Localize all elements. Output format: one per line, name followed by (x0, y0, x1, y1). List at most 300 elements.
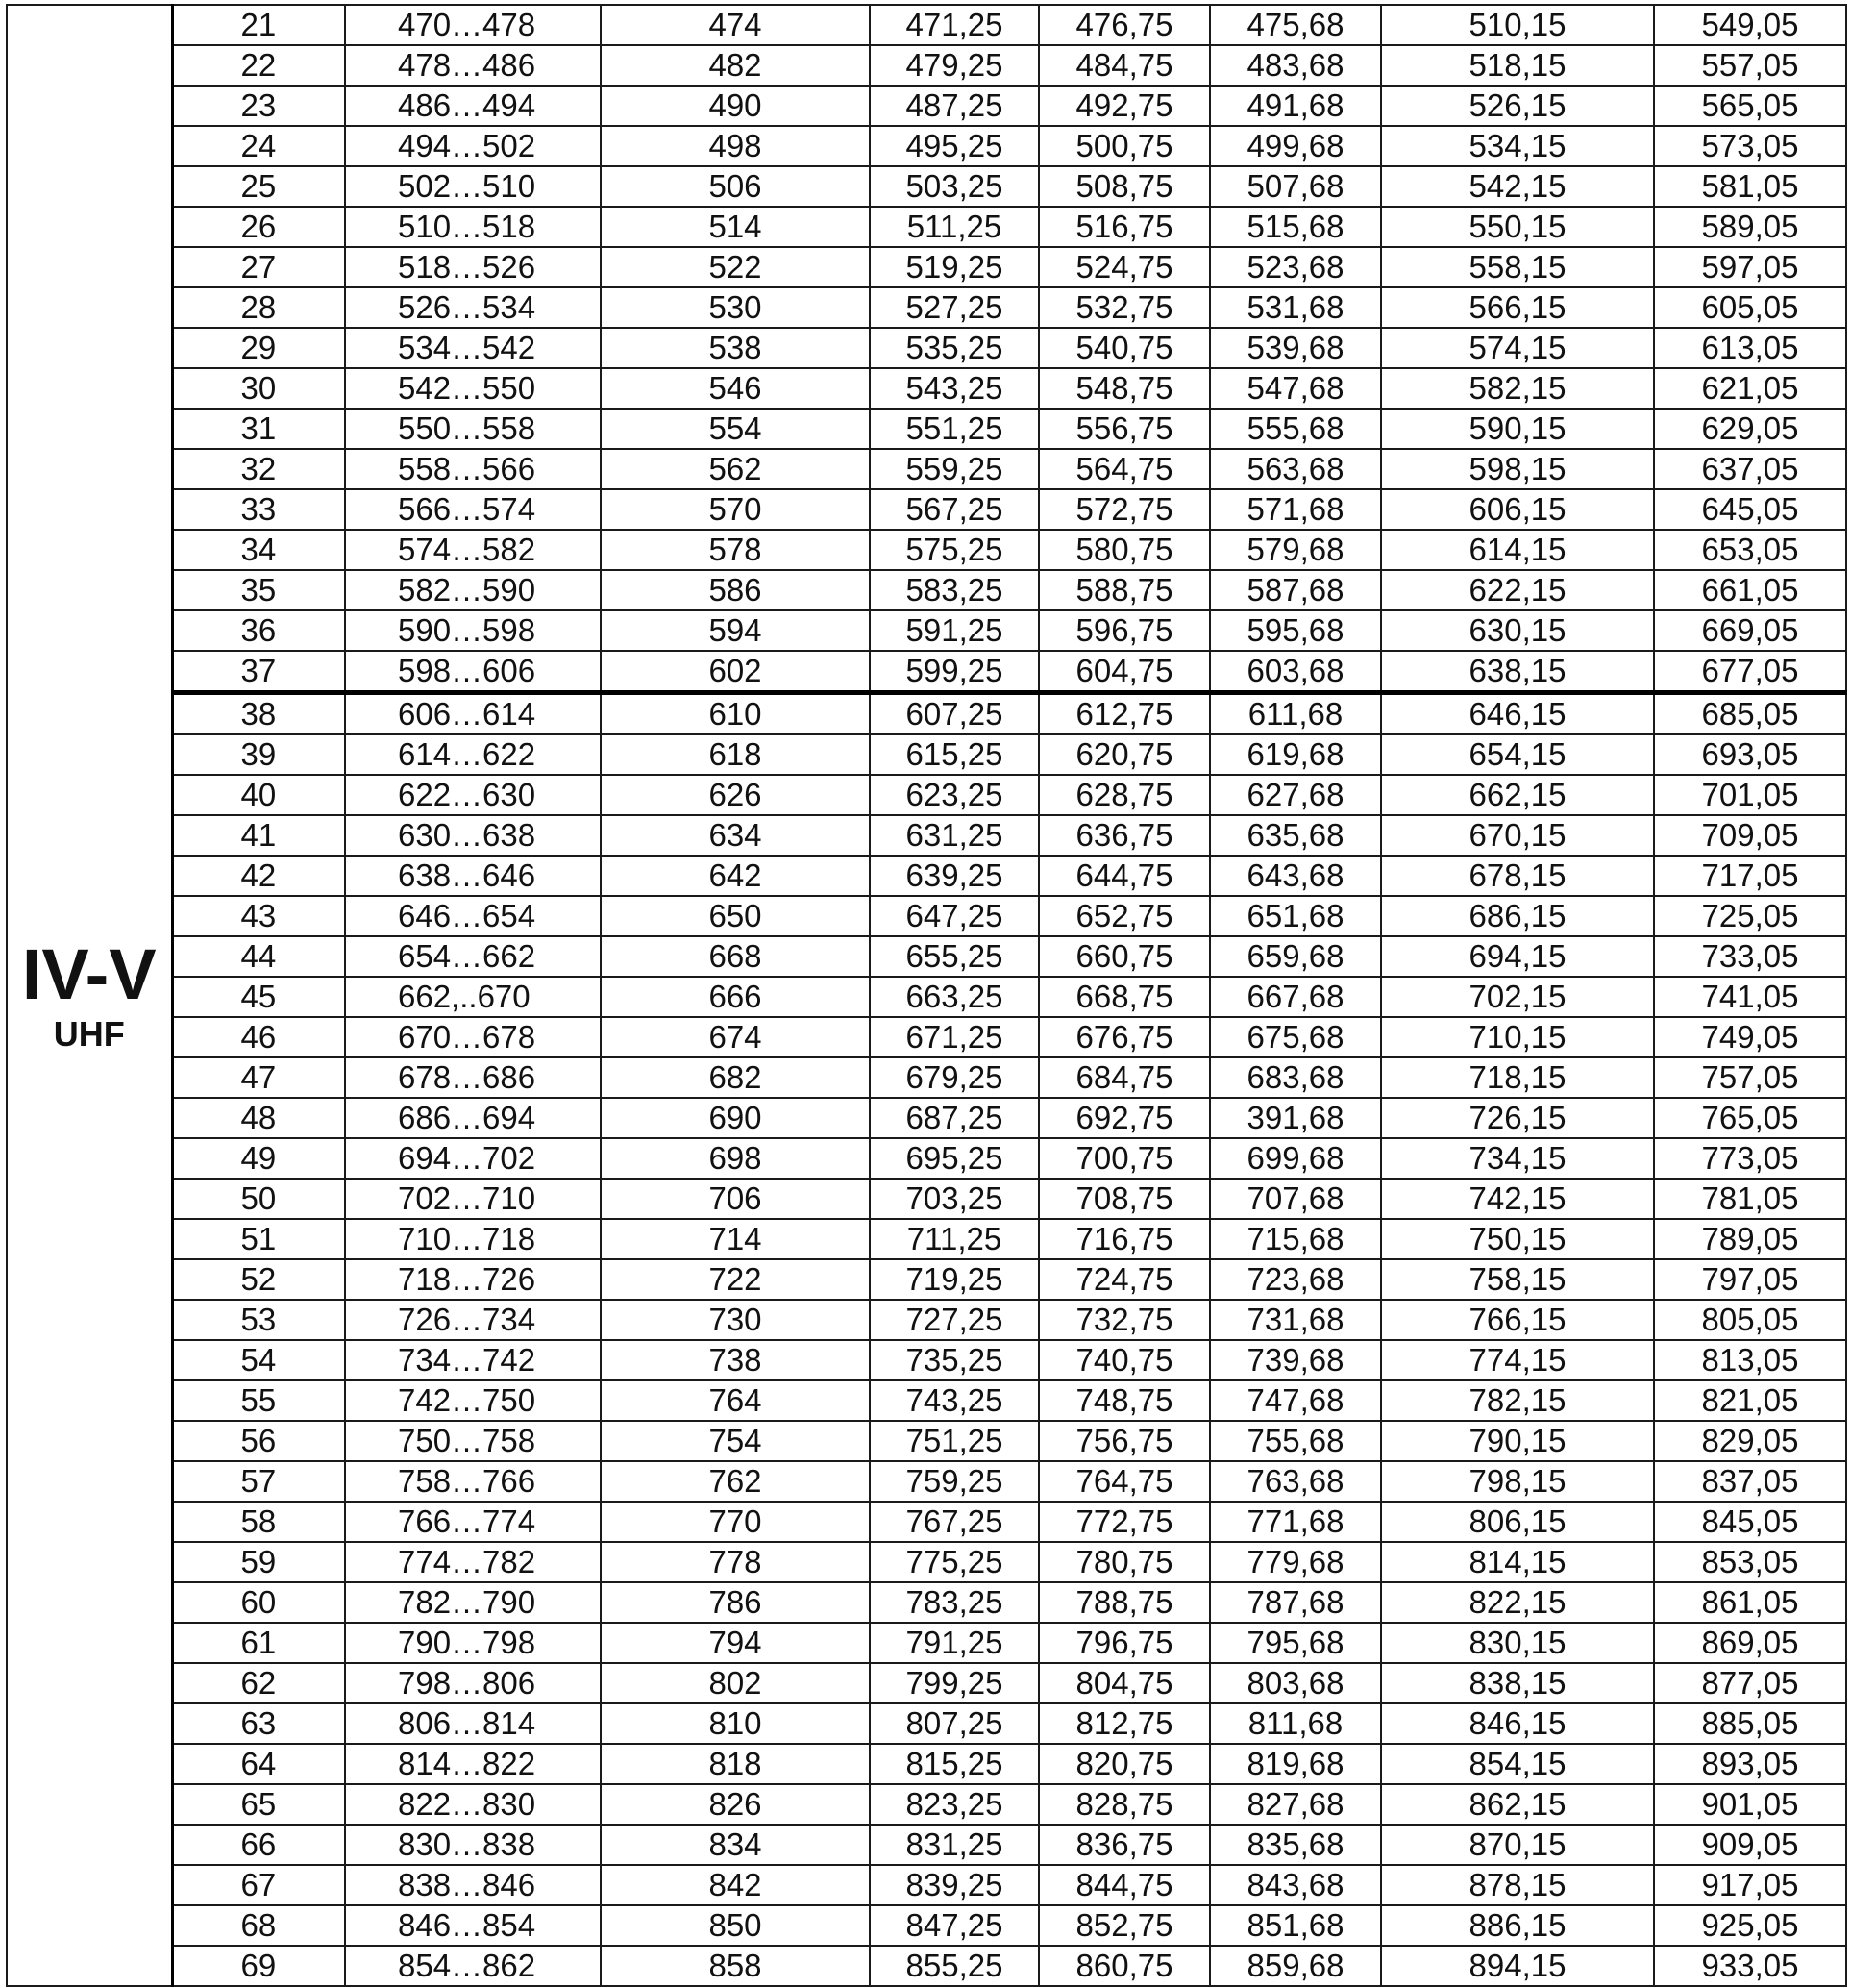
video-carrier: 855,25 (870, 1946, 1039, 1986)
channel-number: 27 (172, 247, 345, 287)
col-7-value: 694,15 (1381, 936, 1654, 977)
audio-carrier: 860,75 (1039, 1946, 1210, 1986)
channel-number: 32 (172, 449, 345, 489)
channel-number: 52 (172, 1259, 345, 1300)
channel-number: 53 (172, 1300, 345, 1340)
audio-carrier: 796,75 (1039, 1623, 1210, 1663)
col-8-value: 613,05 (1654, 328, 1846, 368)
video-carrier: 679,25 (870, 1057, 1039, 1098)
audio-carrier: 644,75 (1039, 856, 1210, 896)
video-carrier: 599,25 (870, 651, 1039, 693)
table-row (7, 1784, 1846, 1825)
table-row (7, 1461, 1846, 1502)
table-row (7, 1703, 1846, 1744)
col-6-value: 675,68 (1210, 1017, 1381, 1057)
audio-carrier: 716,75 (1039, 1219, 1210, 1259)
frequency-range: 478…486 (345, 45, 601, 86)
col-7-value: 670,15 (1381, 815, 1654, 856)
frequency-range: 630…638 (345, 815, 601, 856)
channel-number: 22 (172, 45, 345, 86)
audio-carrier: 532,75 (1039, 287, 1210, 328)
audio-carrier: 620,75 (1039, 734, 1210, 775)
video-carrier: 671,25 (870, 1017, 1039, 1057)
col-8-value: 901,05 (1654, 1784, 1846, 1825)
table-row (7, 328, 1846, 368)
band-label: IV-V (21, 933, 157, 1014)
col-6-value: 491,68 (1210, 86, 1381, 126)
col-7-value: 630,15 (1381, 610, 1654, 651)
frequency-range: 518…526 (345, 247, 601, 287)
audio-carrier: 628,75 (1039, 775, 1210, 815)
table-row (7, 775, 1846, 815)
frequency-range: 750…758 (345, 1421, 601, 1461)
channel-number: 29 (172, 328, 345, 368)
channel-number: 34 (172, 530, 345, 570)
table-row (7, 1623, 1846, 1663)
channel-number: 30 (172, 368, 345, 409)
col-8-value: 765,05 (1654, 1098, 1846, 1138)
center-frequency: 764 (601, 1380, 870, 1421)
center-frequency: 586 (601, 570, 870, 610)
col-6-value: 683,68 (1210, 1057, 1381, 1098)
col-7-value: 582,15 (1381, 368, 1654, 409)
frequency-range: 830…838 (345, 1825, 601, 1865)
col-6-value: 699,68 (1210, 1138, 1381, 1179)
audio-carrier: 684,75 (1039, 1057, 1210, 1098)
table-row (7, 693, 1846, 735)
frequency-range: 694…702 (345, 1138, 601, 1179)
table-row (7, 1502, 1846, 1542)
col-7-value: 686,15 (1381, 896, 1654, 936)
col-7-value: 830,15 (1381, 1623, 1654, 1663)
video-carrier: 551,25 (870, 409, 1039, 449)
audio-carrier: 612,75 (1039, 693, 1210, 735)
col-7-value: 622,15 (1381, 570, 1654, 610)
col-7-value: 846,15 (1381, 1703, 1654, 1744)
audio-carrier: 588,75 (1039, 570, 1210, 610)
audio-carrier: 836,75 (1039, 1825, 1210, 1865)
table-row (7, 651, 1846, 693)
video-carrier: 687,25 (870, 1098, 1039, 1138)
table-row (7, 5, 1846, 45)
col-8-value: 757,05 (1654, 1057, 1846, 1098)
frequency-range: 470…478 (345, 5, 601, 45)
table-row (7, 1259, 1846, 1300)
col-8-value: 573,05 (1654, 126, 1846, 166)
col-6-value: 483,68 (1210, 45, 1381, 86)
col-7-value: 822,15 (1381, 1582, 1654, 1623)
col-8-value: 621,05 (1654, 368, 1846, 409)
audio-carrier: 732,75 (1039, 1300, 1210, 1340)
col-8-value: 813,05 (1654, 1340, 1846, 1380)
col-7-value: 558,15 (1381, 247, 1654, 287)
table-row (7, 610, 1846, 651)
video-carrier: 535,25 (870, 328, 1039, 368)
col-6-value: 547,68 (1210, 368, 1381, 409)
video-carrier: 735,25 (870, 1340, 1039, 1380)
col-7-value: 886,15 (1381, 1905, 1654, 1946)
col-8-value: 893,05 (1654, 1744, 1846, 1784)
col-6-value: 667,68 (1210, 977, 1381, 1017)
center-frequency: 666 (601, 977, 870, 1017)
col-7-value: 806,15 (1381, 1502, 1654, 1542)
audio-carrier: 500,75 (1039, 126, 1210, 166)
table-row (7, 1865, 1846, 1905)
col-6-value: 771,68 (1210, 1502, 1381, 1542)
table-row (7, 1744, 1846, 1784)
col-8-value: 653,05 (1654, 530, 1846, 570)
frequency-range: 782…790 (345, 1582, 601, 1623)
video-carrier: 519,25 (870, 247, 1039, 287)
video-carrier: 751,25 (870, 1421, 1039, 1461)
col-8-value: 925,05 (1654, 1905, 1846, 1946)
channel-number: 37 (172, 651, 345, 693)
channel-number: 56 (172, 1421, 345, 1461)
audio-carrier: 700,75 (1039, 1138, 1210, 1179)
audio-carrier: 708,75 (1039, 1179, 1210, 1219)
center-frequency: 578 (601, 530, 870, 570)
audio-carrier: 740,75 (1039, 1340, 1210, 1380)
video-carrier: 479,25 (870, 45, 1039, 86)
col-7-value: 526,15 (1381, 86, 1654, 126)
frequency-range: 670…678 (345, 1017, 601, 1057)
table-row (7, 530, 1846, 570)
channel-number: 64 (172, 1744, 345, 1784)
frequency-range: 590…598 (345, 610, 601, 651)
col-8-value: 885,05 (1654, 1703, 1846, 1744)
video-carrier: 591,25 (870, 610, 1039, 651)
table-row (7, 207, 1846, 247)
channel-number: 58 (172, 1502, 345, 1542)
table-row (7, 570, 1846, 610)
center-frequency: 474 (601, 5, 870, 45)
center-frequency: 802 (601, 1663, 870, 1703)
audio-carrier: 604,75 (1039, 651, 1210, 693)
center-frequency: 610 (601, 693, 870, 735)
channel-number: 62 (172, 1663, 345, 1703)
center-frequency: 570 (601, 489, 870, 530)
frequency-range: 822…830 (345, 1784, 601, 1825)
channel-number: 39 (172, 734, 345, 775)
col-7-value: 678,15 (1381, 856, 1654, 896)
col-7-value: 742,15 (1381, 1179, 1654, 1219)
video-carrier: 695,25 (870, 1138, 1039, 1179)
band-label-cell (7, 5, 172, 1986)
center-frequency: 506 (601, 166, 870, 207)
video-carrier: 575,25 (870, 530, 1039, 570)
channel-number: 42 (172, 856, 345, 896)
center-frequency: 826 (601, 1784, 870, 1825)
table-row (7, 1663, 1846, 1703)
col-6-value: 627,68 (1210, 775, 1381, 815)
frequency-range: 854…862 (345, 1946, 601, 1986)
frequency-range: 574…582 (345, 530, 601, 570)
frequency-range: 790…798 (345, 1623, 601, 1663)
table-row (7, 1340, 1846, 1380)
col-6-value: 811,68 (1210, 1703, 1381, 1744)
video-carrier: 655,25 (870, 936, 1039, 977)
video-carrier: 839,25 (870, 1865, 1039, 1905)
col-7-value: 646,15 (1381, 693, 1654, 735)
col-8-value: 861,05 (1654, 1582, 1846, 1623)
frequency-range: 806…814 (345, 1703, 601, 1744)
table-row (7, 1138, 1846, 1179)
video-carrier: 759,25 (870, 1461, 1039, 1502)
col-7-value: 790,15 (1381, 1421, 1654, 1461)
channel-number: 24 (172, 126, 345, 166)
table-row (7, 409, 1846, 449)
col-8-value: 853,05 (1654, 1542, 1846, 1582)
col-6-value: 555,68 (1210, 409, 1381, 449)
frequency-range: 606…614 (345, 693, 601, 735)
frequency-range: 678…686 (345, 1057, 601, 1098)
center-frequency: 562 (601, 449, 870, 489)
audio-carrier: 660,75 (1039, 936, 1210, 977)
center-frequency: 538 (601, 328, 870, 368)
video-carrier: 767,25 (870, 1502, 1039, 1542)
center-frequency: 514 (601, 207, 870, 247)
center-frequency: 546 (601, 368, 870, 409)
audio-carrier: 492,75 (1039, 86, 1210, 126)
col-8-value: 677,05 (1654, 651, 1846, 693)
col-7-value: 710,15 (1381, 1017, 1654, 1057)
table-row (7, 1380, 1846, 1421)
video-carrier: 567,25 (870, 489, 1039, 530)
col-6-value: 595,68 (1210, 610, 1381, 651)
col-6-value: 499,68 (1210, 126, 1381, 166)
col-6-value: 827,68 (1210, 1784, 1381, 1825)
col-7-value: 734,15 (1381, 1138, 1654, 1179)
col-8-value: 917,05 (1654, 1865, 1846, 1905)
col-8-value: 829,05 (1654, 1421, 1846, 1461)
video-carrier: 615,25 (870, 734, 1039, 775)
center-frequency: 786 (601, 1582, 870, 1623)
col-6-value: 747,68 (1210, 1380, 1381, 1421)
audio-carrier: 516,75 (1039, 207, 1210, 247)
channel-number: 21 (172, 5, 345, 45)
frequency-range: 638…646 (345, 856, 601, 896)
table-row (7, 86, 1846, 126)
col-7-value: 854,15 (1381, 1744, 1654, 1784)
col-7-value: 654,15 (1381, 734, 1654, 775)
frequency-range: 502…510 (345, 166, 601, 207)
col-7-value: 814,15 (1381, 1542, 1654, 1582)
video-carrier: 775,25 (870, 1542, 1039, 1582)
frequency-range: 846…854 (345, 1905, 601, 1946)
center-frequency: 490 (601, 86, 870, 126)
channel-number: 46 (172, 1017, 345, 1057)
col-7-value: 590,15 (1381, 409, 1654, 449)
table-row (7, 247, 1846, 287)
table-row (7, 856, 1846, 896)
center-frequency: 626 (601, 775, 870, 815)
video-carrier: 815,25 (870, 1744, 1039, 1784)
center-frequency: 794 (601, 1623, 870, 1663)
channel-number: 40 (172, 775, 345, 815)
table-row (7, 1825, 1846, 1865)
col-8-value: 549,05 (1654, 5, 1846, 45)
frequency-range: 526…534 (345, 287, 601, 328)
table-row (7, 287, 1846, 328)
col-8-value: 877,05 (1654, 1663, 1846, 1703)
center-frequency: 730 (601, 1300, 870, 1340)
center-frequency: 706 (601, 1179, 870, 1219)
col-6-value: 651,68 (1210, 896, 1381, 936)
center-frequency: 778 (601, 1542, 870, 1582)
col-6-value: 707,68 (1210, 1179, 1381, 1219)
col-8-value: 645,05 (1654, 489, 1846, 530)
col-6-value: 563,68 (1210, 449, 1381, 489)
center-frequency: 722 (601, 1259, 870, 1300)
center-frequency: 650 (601, 896, 870, 936)
frequency-range: 718…726 (345, 1259, 601, 1300)
audio-carrier: 540,75 (1039, 328, 1210, 368)
col-6-value: 715,68 (1210, 1219, 1381, 1259)
frequency-range: 662,..670 (345, 977, 601, 1017)
col-8-value: 909,05 (1654, 1825, 1846, 1865)
channel-number: 45 (172, 977, 345, 1017)
table-row (7, 1582, 1846, 1623)
col-6-value: 531,68 (1210, 287, 1381, 328)
video-carrier: 623,25 (870, 775, 1039, 815)
center-frequency: 858 (601, 1946, 870, 1986)
video-carrier: 719,25 (870, 1259, 1039, 1300)
channel-number: 49 (172, 1138, 345, 1179)
video-carrier: 559,25 (870, 449, 1039, 489)
center-frequency: 594 (601, 610, 870, 651)
video-carrier: 487,25 (870, 86, 1039, 126)
col-6-value: 723,68 (1210, 1259, 1381, 1300)
col-6-value: 515,68 (1210, 207, 1381, 247)
center-frequency: 738 (601, 1340, 870, 1380)
audio-carrier: 572,75 (1039, 489, 1210, 530)
col-8-value: 589,05 (1654, 207, 1846, 247)
frequency-range: 486…494 (345, 86, 601, 126)
audio-carrier: 580,75 (1039, 530, 1210, 570)
col-8-value: 581,05 (1654, 166, 1846, 207)
table-body (7, 5, 1846, 1986)
col-7-value: 870,15 (1381, 1825, 1654, 1865)
video-carrier: 495,25 (870, 126, 1039, 166)
frequency-range: 646…654 (345, 896, 601, 936)
col-7-value: 798,15 (1381, 1461, 1654, 1502)
col-7-value: 550,15 (1381, 207, 1654, 247)
col-6-value: 763,68 (1210, 1461, 1381, 1502)
channel-number: 57 (172, 1461, 345, 1502)
col-7-value: 838,15 (1381, 1663, 1654, 1703)
channel-number: 60 (172, 1582, 345, 1623)
audio-carrier: 764,75 (1039, 1461, 1210, 1502)
channel-number: 28 (172, 287, 345, 328)
col-7-value: 510,15 (1381, 5, 1654, 45)
col-8-value: 933,05 (1654, 1946, 1846, 1986)
col-7-value: 782,15 (1381, 1380, 1654, 1421)
center-frequency: 668 (601, 936, 870, 977)
channel-number: 33 (172, 489, 345, 530)
channel-number: 69 (172, 1946, 345, 1986)
col-6-value: 571,68 (1210, 489, 1381, 530)
col-6-value: 635,68 (1210, 815, 1381, 856)
center-frequency: 834 (601, 1825, 870, 1865)
col-8-value: 837,05 (1654, 1461, 1846, 1502)
video-carrier: 647,25 (870, 896, 1039, 936)
col-7-value: 702,15 (1381, 977, 1654, 1017)
col-6-value: 731,68 (1210, 1300, 1381, 1340)
channel-number: 26 (172, 207, 345, 247)
frequency-range: 758…766 (345, 1461, 601, 1502)
frequency-range: 534…542 (345, 328, 601, 368)
audio-carrier: 556,75 (1039, 409, 1210, 449)
center-frequency: 698 (601, 1138, 870, 1179)
video-carrier: 703,25 (870, 1179, 1039, 1219)
table-row (7, 1421, 1846, 1461)
col-7-value: 878,15 (1381, 1865, 1654, 1905)
center-frequency: 642 (601, 856, 870, 896)
center-frequency: 810 (601, 1703, 870, 1744)
col-8-value: 805,05 (1654, 1300, 1846, 1340)
col-7-value: 534,15 (1381, 126, 1654, 166)
frequency-range: 838…846 (345, 1865, 601, 1905)
center-frequency: 674 (601, 1017, 870, 1057)
video-carrier: 527,25 (870, 287, 1039, 328)
video-carrier: 503,25 (870, 166, 1039, 207)
col-7-value: 638,15 (1381, 651, 1654, 693)
center-frequency: 682 (601, 1057, 870, 1098)
channel-number: 54 (172, 1340, 345, 1380)
col-7-value: 598,15 (1381, 449, 1654, 489)
video-carrier: 847,25 (870, 1905, 1039, 1946)
audio-carrier: 772,75 (1039, 1502, 1210, 1542)
col-8-value: 661,05 (1654, 570, 1846, 610)
col-7-value: 518,15 (1381, 45, 1654, 86)
channel-number: 43 (172, 896, 345, 936)
video-carrier: 727,25 (870, 1300, 1039, 1340)
col-8-value: 717,05 (1654, 856, 1846, 896)
channel-number: 51 (172, 1219, 345, 1259)
audio-carrier: 524,75 (1039, 247, 1210, 287)
frequency-range: 622…630 (345, 775, 601, 815)
center-frequency: 762 (601, 1461, 870, 1502)
table-row (7, 1098, 1846, 1138)
channel-number: 47 (172, 1057, 345, 1098)
video-carrier: 791,25 (870, 1623, 1039, 1663)
center-frequency: 522 (601, 247, 870, 287)
col-7-value: 566,15 (1381, 287, 1654, 328)
channel-number: 48 (172, 1098, 345, 1138)
col-8-value: 709,05 (1654, 815, 1846, 856)
col-8-value: 741,05 (1654, 977, 1846, 1017)
col-8-value: 685,05 (1654, 693, 1846, 735)
frequency-range: 766…774 (345, 1502, 601, 1542)
frequency-range: 798…806 (345, 1663, 601, 1703)
table-row (7, 896, 1846, 936)
table-row (7, 166, 1846, 207)
col-6-value: 787,68 (1210, 1582, 1381, 1623)
video-carrier: 511,25 (870, 207, 1039, 247)
audio-carrier: 748,75 (1039, 1380, 1210, 1421)
col-7-value: 726,15 (1381, 1098, 1654, 1138)
frequency-range: 582…590 (345, 570, 601, 610)
col-6-value: 803,68 (1210, 1663, 1381, 1703)
col-7-value: 718,15 (1381, 1057, 1654, 1098)
col-8-value: 725,05 (1654, 896, 1846, 936)
audio-carrier: 756,75 (1039, 1421, 1210, 1461)
frequency-range: 710…718 (345, 1219, 601, 1259)
col-8-value: 701,05 (1654, 775, 1846, 815)
audio-carrier: 852,75 (1039, 1905, 1210, 1946)
col-7-value: 542,15 (1381, 166, 1654, 207)
audio-carrier: 692,75 (1039, 1098, 1210, 1138)
